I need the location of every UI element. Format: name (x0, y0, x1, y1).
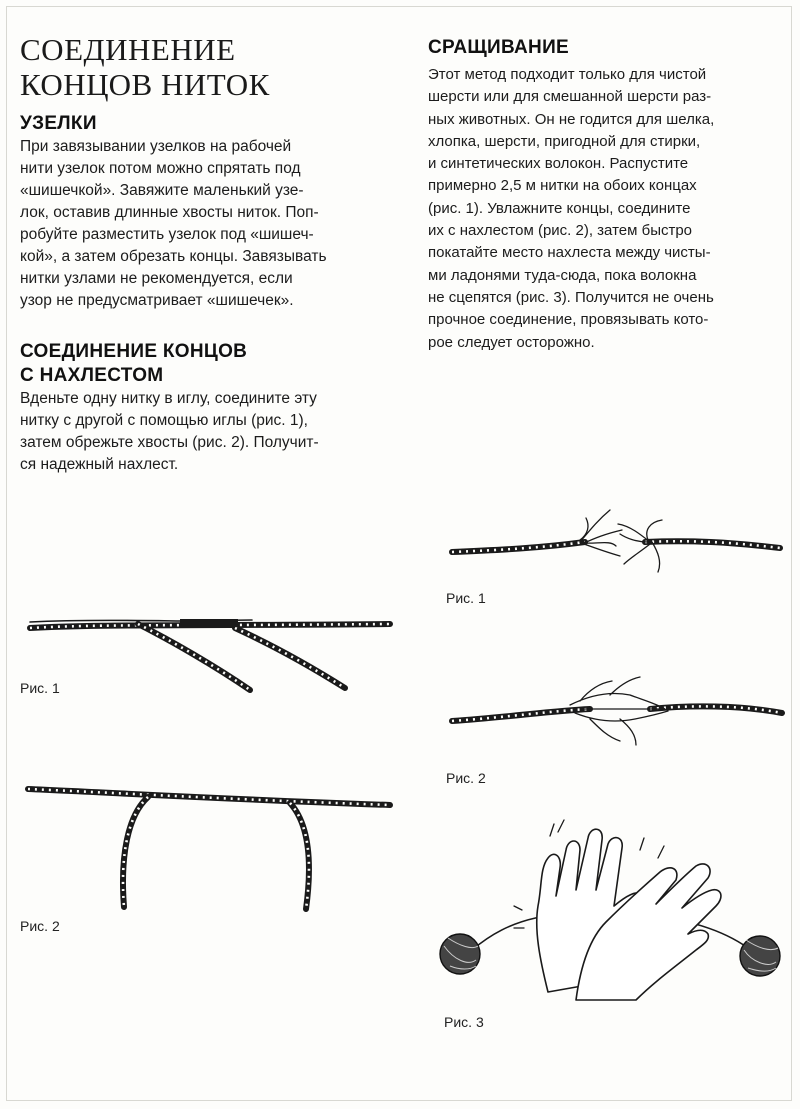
text-line: (рис. 1). Увлажните концы, соедините (428, 199, 691, 217)
section-overlap-heading (20, 340, 400, 388)
text-line: их с нахлестом (рис. 2), затем быстро (428, 222, 693, 240)
figure-right-3-illustration (430, 810, 790, 1010)
figure-left-2-illustration (20, 775, 400, 925)
text-line: ных животных. Он не годится для шелка, (428, 110, 715, 128)
text-line: хлопка, шерсти, пригодной для стирки, (428, 132, 701, 150)
section-splicing (428, 36, 790, 354)
text-line: нитки узлами не рекомендуется, если (20, 270, 293, 287)
figure-left-2-caption: Рис. 2 (20, 918, 60, 934)
section-knots-heading: УЗЕЛКИ (20, 113, 97, 134)
text-line: робуйте разместить узелок под «шишеч- (20, 226, 314, 243)
section-overlap-text (20, 388, 400, 476)
yarn-ball-left (440, 934, 480, 974)
figure-right-1-illustration (440, 500, 790, 580)
text-line: ся надежный нахлест. (20, 456, 179, 473)
text-line: покатайте место нахлеста между чисты- (428, 244, 711, 262)
text-line: Вденьте одну нитку в иглу, соедините эту (20, 390, 317, 407)
text-line: шерсти или для смешанной шерсти раз- (428, 88, 712, 106)
text-line: рое следует осторожно. (428, 333, 595, 351)
text-line: Этот метод подходит только для чистой (428, 66, 707, 83)
figure-right-2-illustration (440, 665, 790, 755)
text-line: примерно 2,5 м нитки на обоих концах (428, 177, 697, 195)
yarn-ball-right (740, 936, 780, 976)
page-title-line-1: СОЕДИНЕНИЕ (20, 32, 236, 67)
text-line: При завязывании узелков на рабочей (20, 138, 292, 155)
text-line: и синтетических волокон. Распустите (428, 155, 689, 173)
text-line: прочное соединение, провязывать кото- (428, 311, 709, 329)
text-line: кой», а затем обрезать концы. Завязывать (20, 248, 327, 265)
figure-left-1-illustration (20, 600, 400, 710)
text-line: лок, оставив длинные хвосты ниток. Поп- (20, 204, 319, 221)
text-line: «шишечкой». Завяжите маленький узе- (20, 182, 304, 199)
text-line: узор не предусматривает «шишечек». (20, 292, 294, 309)
figure-left-1-caption: Рис. 1 (20, 680, 60, 696)
hands (514, 820, 721, 1000)
section-overlap (20, 340, 400, 476)
section-overlap-heading-line-1: СОЕДИНЕНИЕ КОНЦОВ (20, 341, 248, 362)
text-line: ми ладонями туда-сюда, пока волокна (428, 266, 697, 284)
text-line: нитку с другой с помощью иглы (рис. 1), (20, 412, 308, 429)
figure-right-1-caption: Рис. 1 (446, 590, 486, 606)
text-line: не сцепятся (рис. 3). Получится не очень (428, 288, 714, 306)
section-knots (20, 112, 400, 312)
section-splicing-heading: СРАЩИВАНИЕ (428, 37, 570, 58)
text-line: нити узелок потом можно спрятать под (20, 160, 301, 177)
figure-right-2-caption: Рис. 2 (446, 770, 486, 786)
section-splicing-text (428, 64, 790, 354)
overlap-seam (180, 619, 238, 627)
section-knots-text (20, 136, 400, 312)
section-overlap-heading-line-2: С НАХЛЕСТОМ (20, 365, 164, 386)
text-line: затем обрежьте хвосты (рис. 2). Получит- (20, 434, 319, 451)
page-title (20, 32, 270, 102)
page-title-line-2: КОНЦОВ НИТОК (20, 67, 270, 102)
figure-right-3-caption: Рис. 3 (444, 1014, 484, 1030)
